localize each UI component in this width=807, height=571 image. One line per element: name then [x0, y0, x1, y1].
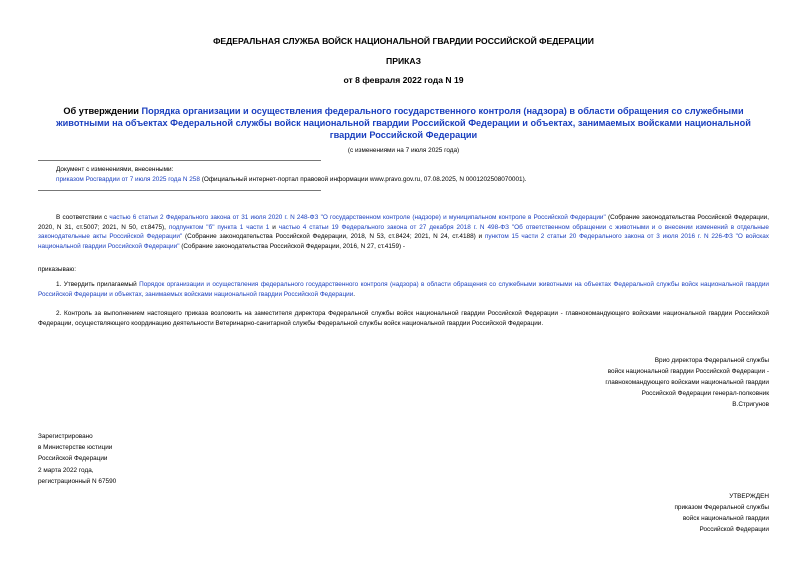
registration-line: регистрационный N 67590 [38, 477, 117, 485]
title-procedure-link[interactable]: Порядка организации и осуществления федерального государственного контроля (надзора) в области обращения со служебными животными на объектах Федеральной службы войск национальной гвардии Российской Федерации и объектах, занимаемых войсками национальной гвардии Российской Федерации [56, 106, 751, 140]
changes-label: Документ с изменениями, внесенными: [56, 166, 174, 173]
item-1-prefix: 1. Утвердить прилагаемый [56, 281, 140, 288]
changes-top-rule [38, 160, 321, 161]
approval-block [569, 491, 769, 535]
title-prefix: Об утверждении [63, 106, 142, 116]
preamble-text-1: В соответствии с [56, 214, 110, 221]
signature-line: Врио директора Федеральной службы [654, 357, 769, 364]
changes-block [56, 165, 527, 185]
subclause-b-link[interactable]: подпунктом "б" пункта 1 части 1 [168, 223, 270, 231]
changes-source: (Официальный интернет-портал правовой информации www.pravo.gov.ru, 07.08.2025, N 0001202508070001). [199, 176, 527, 183]
edition-note: (с изменениями на 7 июля 2025 года) [347, 147, 460, 154]
approval-line: Российской Федерации [699, 526, 769, 533]
signer-name: В.Стригунов [732, 401, 769, 408]
changes-line [56, 175, 527, 185]
item-1-procedure-link[interactable]: Порядок организации и осуществления федерального государственного контроля (надзора) в области обращения со служебными животными на объектах Федеральной службы войск национальной гвардии Российской Федерации и объектах, занимаемых войсками национальной гвардии Российской Федерации [38, 281, 769, 298]
agency-heading: ФЕДЕРАЛЬНАЯ СЛУЖБА ВОЙСК НАЦИОНАЛЬНОЙ ГВАРДИИ РОССИЙСКОЙ ФЕДЕРАЦИИ [213, 36, 594, 46]
item-1-suffix: . [353, 290, 356, 298]
registration-line: Российской Федерации [38, 455, 108, 463]
date-number-heading: от 8 февраля 2022 года N 19 [343, 75, 464, 85]
approval-line: УТВЕРЖДЕН [729, 493, 769, 500]
signature-block [509, 355, 769, 410]
order-word: приказываю: [38, 266, 76, 273]
preamble-paragraph [38, 213, 769, 251]
changes-order-link[interactable]: приказом Росгвардии от 7 июля 2025 года N 258 [56, 176, 200, 183]
preamble-text-4: (Собрание законодательства Российской Федерации, 2018, N 53, ст.8424; 2021, N 24, ст.4188) и [182, 233, 485, 241]
preamble-text-2: (Собрание законодательства Российской Федерации, 2020, N 31, ст.5007; 2021, N 50, ст.8475), [38, 214, 770, 231]
doc-type-heading: ПРИКАЗ [386, 56, 421, 66]
law-226-link[interactable]: пунктом 15 части 2 статьи 20 Федерального закона от 3 июля 2016 г. N 226-ФЗ "О войсках национальной гвардии Российской Федерации" [38, 233, 769, 250]
law-248-link[interactable]: частью 6 статьи 2 Федерального закона от 31 июля 2020 г. N 248-ФЗ "О государственном контроле (надзоре) и муниципальном контроле в Российской Федерации" [109, 214, 606, 221]
item-1-paragraph [38, 280, 769, 299]
approval-line: войск национальной гвардии [682, 515, 769, 522]
registration-line: Зарегистрировано [38, 433, 93, 440]
signature-line: главнокомандующего войсками национальной гвардии [605, 379, 769, 386]
registration-block [38, 431, 116, 487]
law-498-link[interactable]: частью 4 статьи 19 Федерального закона от 27 декабря 2018 г. N 498-ФЗ "Об ответственном обращении с животными и о внесении изменений в отдельные законодательные акты Российской Федерации" [38, 223, 769, 241]
signature-line: Российской Федерации генерал-полковник [641, 390, 769, 397]
registration-line: 2 марта 2022 года, [38, 466, 94, 474]
preamble-text-3: и [269, 223, 279, 231]
changes-bottom-rule [38, 190, 321, 191]
registration-line: в Министерстве юстиции [38, 444, 113, 452]
approval-line: приказом Федеральной службы [674, 504, 769, 511]
document-title [38, 105, 769, 141]
preamble-text-5: (Собрание законодательства Российской Федерации, 2016, N 27, ст.4159) - [179, 242, 406, 250]
signature-line: войск национальной гвардии Российской Федерации - [607, 368, 769, 375]
item-2-paragraph: 2. Контроль за выполнением настоящего приказа возложить на заместителя директора Федеральной службы войск национальной гвардии Российской Федерации - главнокомандующего войсками национальной гвардии Российской Федерации, осуществляющего координацию деятельности Ветеринарно-санитарной службы Федеральной службы войск национальной гвардии Российской Федерации. [38, 310, 769, 327]
